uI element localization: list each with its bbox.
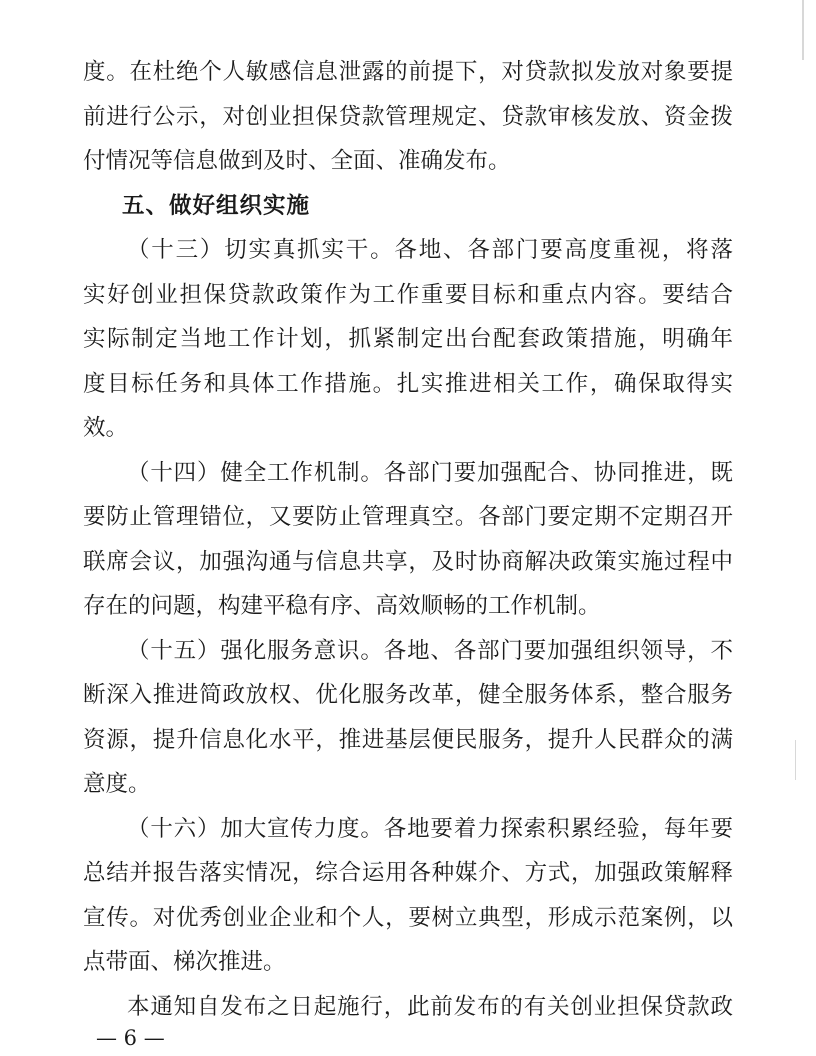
item13-line-4: 度目标任务和具体工作措施。扎实推进相关工作，确保取得实 <box>83 370 733 397</box>
item13-line-3: 实际制定当地工作计划，抓紧制定出台配套政策措施，明确年 <box>83 326 733 352</box>
item16-line-3: 宣传。对优秀创业企业和个人，要树立典型，形成示范案例，以 <box>83 904 733 931</box>
item13-line-1: （十三）切实真抓实干。各地、各部门要高度重视，将落 <box>127 237 733 263</box>
closing-line-1: 本通知自发布之日起施行，此前发布的有关创业担保贷款政 <box>127 993 733 1020</box>
item14-line-3: 联席会议，加强沟通与信息共享，及时协商解决政策实施过程中 <box>83 548 733 575</box>
item15-line-3: 资源，提升信息化水平，推进基层便民服务，提升人民群众的满 <box>83 726 733 753</box>
scan-edge-mark <box>802 0 804 60</box>
intro-line-2: 前进行公示，对创业担保贷款管理规定、贷款审核发放、资金拨 <box>83 103 733 130</box>
item14-line-2: 要防止管理错位，又要防止管理真空。各部门要定期不定期召开 <box>83 504 733 530</box>
item16-line-1: （十六）加大宣传力度。各地要着力探索积累经验，每年要 <box>127 815 733 842</box>
item16-line-4: 点带面、梯次推进。 <box>83 949 286 975</box>
item15-line-4: 意度。 <box>83 771 151 797</box>
item15-line-1: （十五）强化服务意识。各地、各部门要加强组织领导，不 <box>127 637 733 664</box>
item15-line-2: 断深入推进简政放权、优化服务改革，健全服务体系，整合服务 <box>83 682 733 708</box>
scan-edge-mark <box>795 740 796 780</box>
item13-line-2: 实好创业担保贷款政策作为工作重要目标和重点内容。要结合 <box>83 281 733 308</box>
intro-line-3: 付情况等信息做到及时、全面、准确发布。 <box>83 148 511 174</box>
item14-line-4: 存在的问题，构建平稳有序、高效顺畅的工作机制。 <box>83 593 601 619</box>
section-heading: 五、做好组织实施 <box>122 192 311 219</box>
intro-line-1: 度。在杜绝个人敏感信息泄露的前提下，对贷款拟发放对象要提 <box>83 59 733 85</box>
item16-line-2: 总结并报告落实情况，综合运用各种媒介、方式，加强政策解释 <box>83 860 733 886</box>
page-number: — 6 — <box>96 1026 165 1050</box>
item14-line-1: （十四）健全工作机制。各部门要加强配合、协同推进，既 <box>127 459 733 486</box>
item13-line-5: 效。 <box>83 415 129 441</box>
